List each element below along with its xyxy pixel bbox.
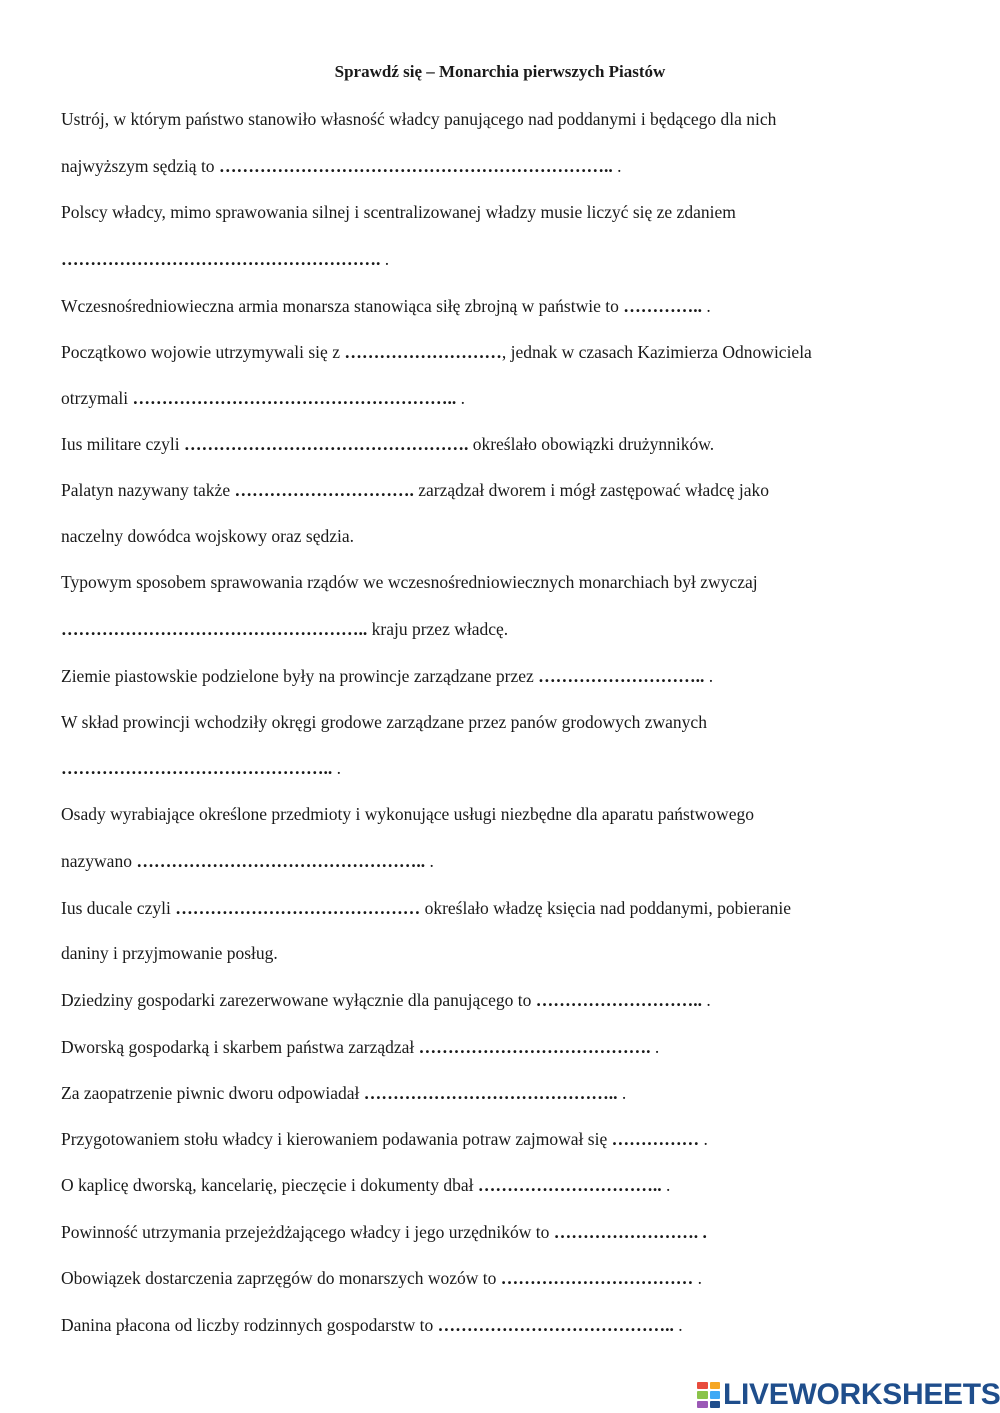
question-text: Ius militare czyli (61, 434, 184, 454)
question-line (61, 107, 961, 131)
question-text: Ustrój, w którym państwo stanowiło własność władcy panującego nad poddanymi i będącego dla nich (61, 109, 777, 129)
question-text: Palatyn nazywany także (61, 480, 235, 500)
answer-blank[interactable]: ……………………….. (535, 990, 707, 1010)
question-text-continued: . (706, 990, 711, 1010)
answer-blank[interactable]: …………………………………. (418, 1037, 655, 1057)
question-line (61, 1220, 961, 1244)
answer-blank[interactable]: ………………………………………………. (61, 249, 385, 269)
question-text: Dziedziny gospodarki zarezerwowane wyłącznie dla panującego to (61, 990, 536, 1010)
question-line (61, 1127, 961, 1151)
question-line (61, 154, 961, 178)
question-text: naczelny dowódca wojskowy oraz sędzia. (61, 526, 355, 546)
question-line (61, 1266, 961, 1290)
answer-blank[interactable]: ……………………. . (553, 1222, 707, 1242)
question-text: Wczesnośredniowieczna armia monarsza stanowiąca siłę zbrojną w państwie to (61, 296, 624, 316)
answer-blank[interactable]: ………………………………………….. (136, 851, 430, 871)
question-text-continued: . (703, 1129, 708, 1149)
worksheet-title: Sprawdź się – Monarchia pierwszych Piastów (334, 62, 666, 81)
answer-blank[interactable]: ……………………………………………….. (132, 388, 461, 408)
question-text: daniny i przyjmowanie posług. (61, 943, 278, 963)
question-line (61, 386, 961, 410)
brand-name: LIVEWORKSHEETS (723, 1378, 1000, 1411)
question-text: Za zaopatrzenie piwnic dworu odpowiadał (61, 1083, 364, 1103)
footer-brand (697, 1378, 1000, 1412)
question-text-continued: . (706, 296, 711, 316)
question-text-continued: . (336, 758, 341, 778)
question-text-continued: . (617, 156, 622, 176)
question-line (61, 1081, 961, 1105)
answer-blank[interactable]: …………………………………………….. (61, 619, 372, 639)
question-text-continued: . (666, 1175, 671, 1195)
question-text: Danina płacona od liczby rodzinnych gospodarstw to (61, 1315, 438, 1335)
question-line (61, 988, 961, 1012)
question-text-continued: . (621, 1083, 627, 1103)
question-line (61, 1173, 961, 1197)
question-text: otrzymali (61, 388, 133, 408)
question-text-continued: . (654, 1037, 660, 1057)
question-text-continued: kraju przez władcę. (371, 619, 509, 639)
question-text-continued: . (384, 249, 390, 269)
question-text-continued: . (708, 666, 714, 686)
question-text: Dworską gospodarką i skarbem państwa zarządzał (61, 1037, 419, 1057)
question-line (61, 664, 961, 688)
question-line (61, 524, 961, 548)
question-text-continued: określało obowiązki drużynników. (472, 434, 715, 454)
question-line (61, 340, 961, 364)
question-text: Powinność utrzymania przejeżdżającego władcy i jego urzędników to (61, 1222, 554, 1242)
question-line (61, 247, 961, 271)
liveworksheets-logo-icon (697, 1382, 720, 1408)
question-line (61, 1313, 961, 1337)
question-text-continued: . (429, 851, 434, 871)
question-line (61, 896, 961, 920)
question-line (61, 1035, 961, 1059)
question-line (61, 941, 961, 965)
question-text-continued: określało władzę księcia nad poddanymi, pobieranie (424, 898, 791, 918)
question-line (61, 802, 961, 826)
question-line (61, 617, 961, 641)
answer-blank[interactable]: ………….. (623, 296, 707, 316)
question-text: Początkowo wojowie utrzymywali się z (61, 342, 345, 362)
answer-blank[interactable]: ……………………… (344, 342, 502, 362)
question-text: Polscy władcy, mimo sprawowania silnej i scentralizowanej władzy musie liczyć się ze zdaniem (61, 202, 736, 222)
answer-blank[interactable]: …………………………………….. (363, 1083, 622, 1103)
answer-blank[interactable]: ……………………….. (538, 666, 709, 686)
question-line (61, 294, 961, 318)
answer-blank[interactable]: ………………………………….. (437, 1315, 679, 1335)
answer-blank[interactable]: ……………………………………….. (61, 758, 337, 778)
question-text: Ius ducale czyli (61, 898, 176, 918)
question-text: Obowiązek dostarczenia zaprzęgów do monarszych wozów to (61, 1268, 501, 1288)
question-text: Przygotowaniem stołu władcy i kierowaniem podawania potraw zajmował się (61, 1129, 612, 1149)
question-text-continued: . (678, 1315, 683, 1335)
question-text: Osady wyrabiające określone przedmioty i wykonujące usługi niezbędne dla aparatu państwowego (61, 804, 754, 824)
question-line (61, 570, 961, 594)
question-text: Ziemie piastowskie podzielone były na prowincje zarządzane przez (61, 666, 539, 686)
question-line (61, 849, 961, 873)
question-text: najwyższym sędzią to (61, 156, 219, 176)
question-text: Typowym sposobem sprawowania rządów we wczesnośredniowiecznych monarchiach był zwyczaj (61, 572, 758, 592)
question-line (61, 432, 961, 456)
answer-blank[interactable]: …………………………………………. (183, 434, 473, 454)
question-line (61, 200, 961, 224)
answer-blank[interactable]: ………………………………………………………….. (218, 156, 618, 176)
question-line (61, 756, 961, 780)
question-text-continued: . (460, 388, 465, 408)
answer-blank[interactable]: …………………………………… (175, 898, 425, 918)
question-text: O kaplicę dworską, kancelarię, pieczęcie i dokumenty dbał (61, 1175, 478, 1195)
question-line (61, 478, 961, 502)
question-text: W skład prowincji wchodziły okręgi grodowe zarządzane przez panów grodowych zwanych (61, 712, 707, 732)
question-text-continued: zarządzał dworem i mógł zastępować władcę jako (418, 480, 770, 500)
answer-blank[interactable]: …………………………… (500, 1268, 698, 1288)
question-text: nazywano (61, 851, 137, 871)
answer-blank[interactable]: …………………………. (234, 480, 419, 500)
question-text-continued: . (697, 1268, 703, 1288)
question-line (61, 710, 961, 734)
answer-blank[interactable]: ………………………….. (477, 1175, 667, 1195)
answer-blank[interactable]: …………… (611, 1129, 704, 1149)
question-text-continued: , jednak w czasach Kazimierza Odnowiciela (501, 342, 812, 362)
